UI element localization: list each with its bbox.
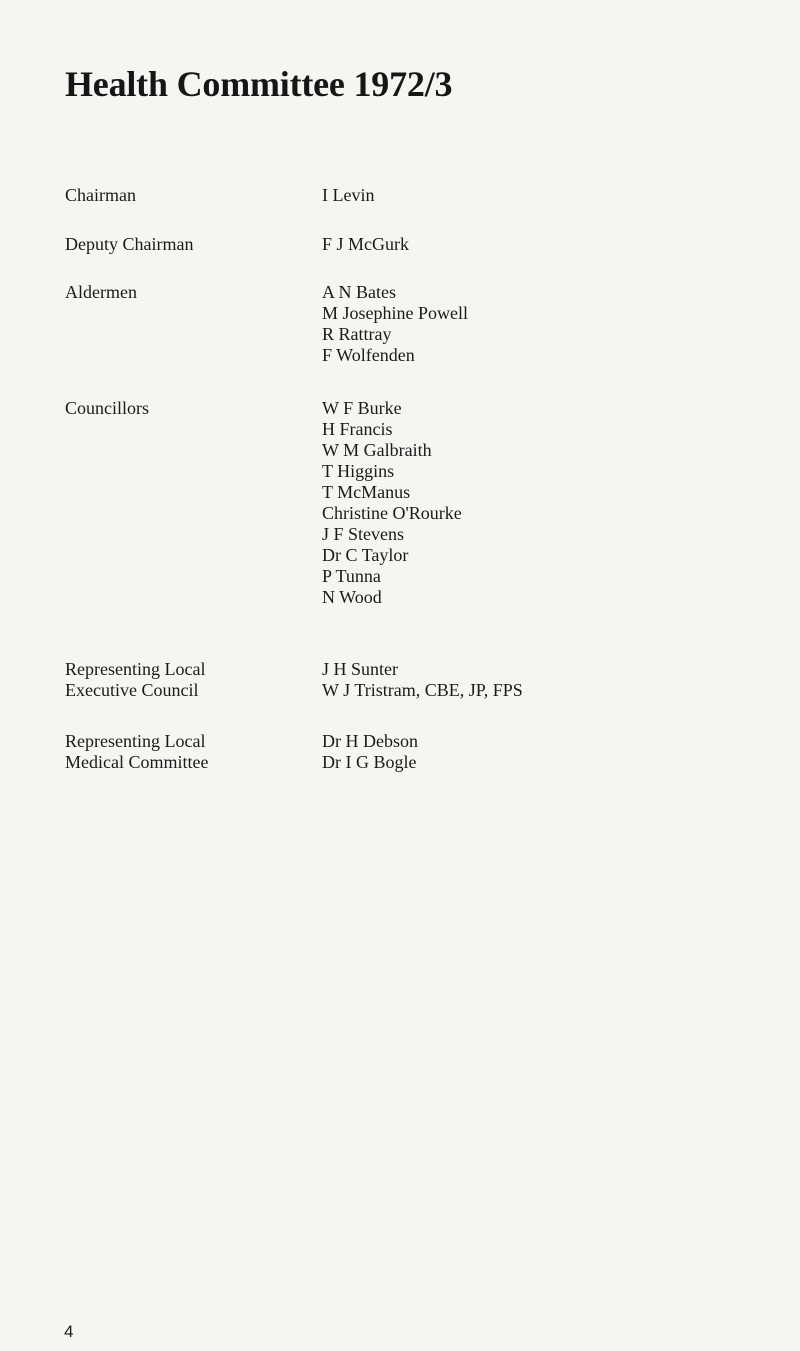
- member-name: H Francis: [322, 419, 393, 439]
- role-label-line: Executive Council: [65, 680, 199, 700]
- member-name: M Josephine Powell: [322, 303, 468, 323]
- role-label-deputy-chairman: Deputy Chairman: [65, 234, 194, 254]
- role-label-councillors: Councillors: [65, 398, 149, 418]
- member-list-deputy-chairman: [322, 234, 409, 255]
- member-name: Dr C Taylor: [322, 545, 409, 565]
- member-name: W J Tristram, CBE, JP, FPS: [322, 680, 523, 700]
- member-name: Dr H Debson: [322, 731, 418, 751]
- member-name: J F Stevens: [322, 524, 405, 544]
- member-list-aldermen: [322, 282, 468, 366]
- member-name: I Levin: [322, 185, 375, 205]
- member-name: Dr I G Bogle: [322, 752, 417, 772]
- member-name: F Wolfenden: [322, 345, 415, 365]
- role-label-line: Medical Committee: [65, 752, 209, 772]
- member-name: R Rattray: [322, 324, 392, 344]
- member-name: T McManus: [322, 482, 411, 502]
- role-label-aldermen: Aldermen: [65, 282, 137, 302]
- member-name: Christine O'Rourke: [322, 503, 462, 523]
- member-name: P Tunna: [322, 566, 381, 586]
- role-label-line: Representing Local: [65, 659, 206, 679]
- member-name: A N Bates: [322, 282, 396, 302]
- page-number: 4: [64, 1322, 74, 1341]
- member-name: N Wood: [322, 587, 382, 607]
- role-label-chairman: Chairman: [65, 185, 136, 205]
- role-label-local-executive-council: [65, 659, 305, 701]
- member-name: W F Burke: [322, 398, 402, 418]
- role-label-local-medical-committee: [65, 731, 305, 773]
- member-name: F J McGurk: [322, 234, 410, 254]
- page-title: Health Committee 1972/3: [65, 64, 453, 104]
- member-list-local-executive-council: [322, 659, 523, 701]
- member-list-councillors: [322, 398, 462, 608]
- member-name: W M Galbraith: [322, 440, 432, 460]
- member-list-chairman: [322, 185, 374, 206]
- member-name: J H Sunter: [322, 659, 398, 679]
- member-name: T Higgins: [322, 461, 395, 481]
- member-list-local-medical-committee: [322, 731, 418, 773]
- role-label-line: Representing Local: [65, 731, 206, 751]
